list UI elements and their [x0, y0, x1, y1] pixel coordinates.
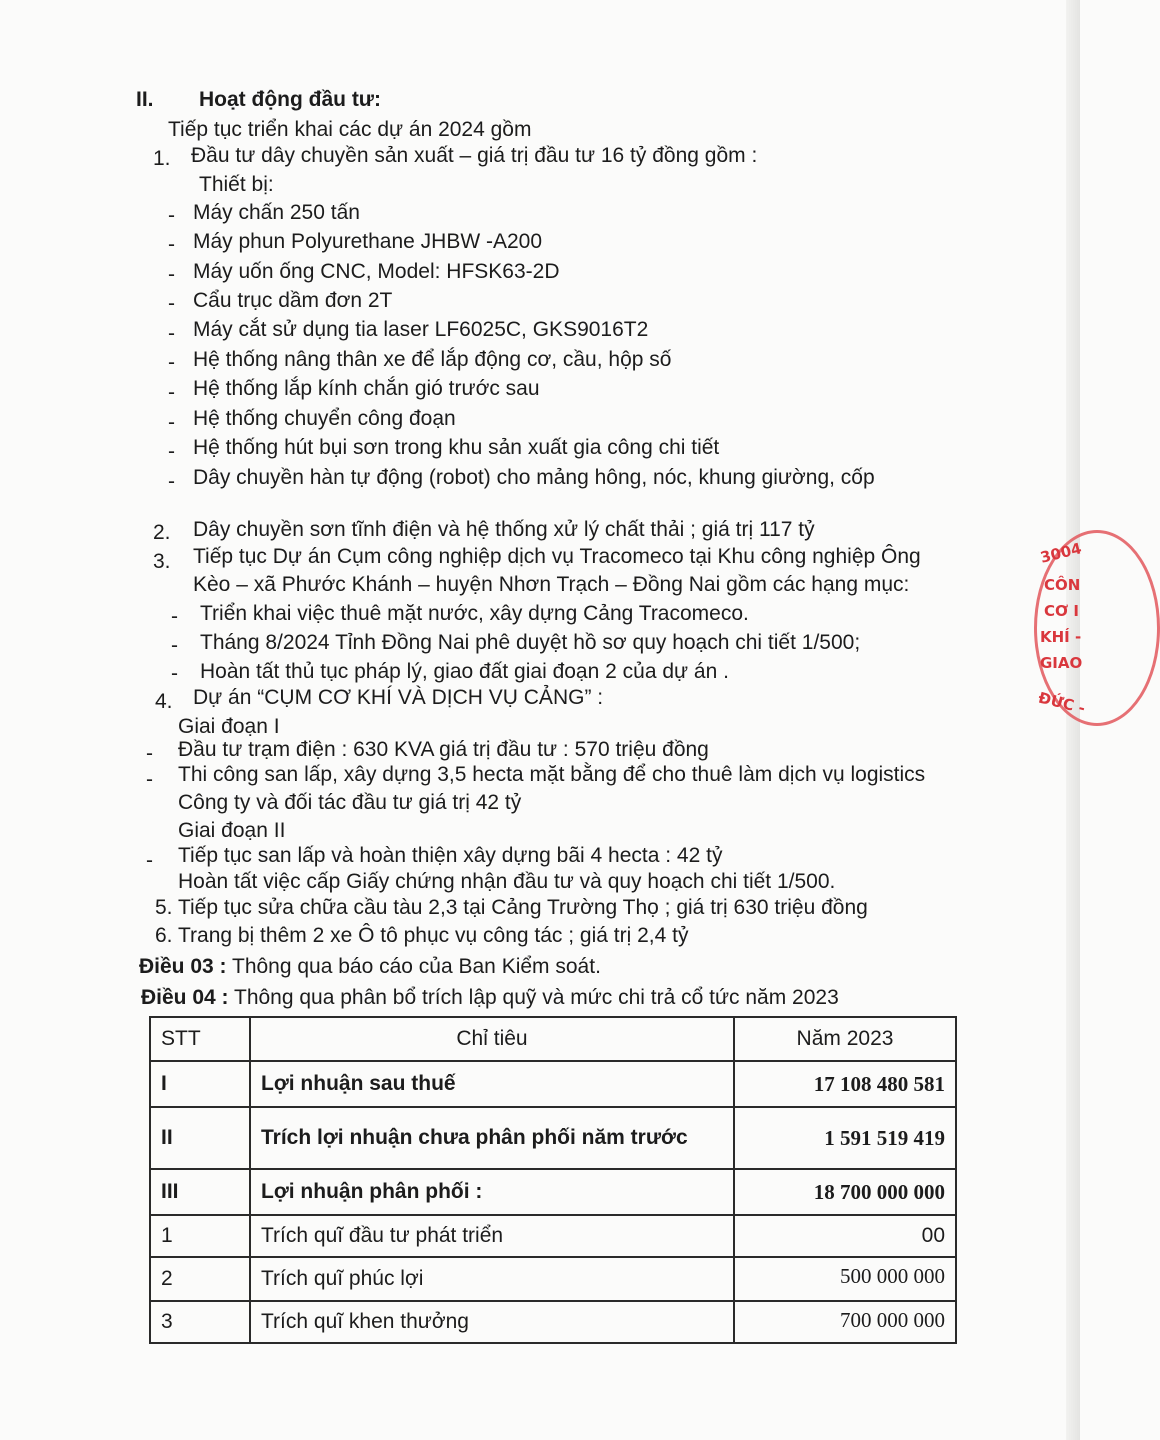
bullet-dash: - — [171, 605, 178, 628]
bullet-dash: - — [168, 351, 175, 374]
table-row — [150, 1215, 956, 1257]
table-header-row — [150, 1017, 956, 1061]
bullet-dash: - — [171, 634, 178, 657]
table-cell-label: Trích lợi nhuận chưa phân phối năm trước — [250, 1107, 734, 1169]
article-3-label: Điều 03 : — [139, 955, 227, 978]
table-cell-value: 700 000 000 — [734, 1301, 956, 1343]
item-4-text: Dự án “CỤM CƠ KHÍ VÀ DỊCH VỤ CẢNG” : — [193, 686, 604, 709]
stamp-text: CƠ I — [1044, 602, 1079, 620]
section-roman-numeral: II. — [136, 88, 154, 111]
phase-2-bullet: Tiếp tục san lấp và hoàn thiện xây dựng bãi 4 hecta : 42 tỷ — [178, 844, 723, 867]
article-3 — [139, 954, 601, 980]
equipment-label: Thiết bị: — [199, 173, 274, 196]
bullet-dash: - — [168, 233, 175, 256]
item-3-bullet: Hoàn tất thủ tục pháp lý, giao đất giai đoạn 2 của dự án . — [200, 660, 729, 683]
table-cell-stt: 3 — [150, 1301, 250, 1343]
equipment-item: Máy uốn ống CNC, Model: HFSK63-2D — [193, 260, 560, 283]
profit-distribution-table — [149, 1016, 957, 1344]
stamp-text: GIAO — [1040, 654, 1083, 672]
item-5: 5. Tiếp tục sửa chữa cầu tàu 2,3 tại Cảng Trường Thọ ; giá trị 630 triệu đồng — [155, 896, 868, 919]
item-3-line-2: Kèo – xã Phước Khánh – huyện Nhơn Trạch – Đồng Nai gồm các hạng mục: — [193, 573, 910, 596]
bullet-dash: - — [168, 204, 175, 227]
bullet-dash: - — [146, 768, 153, 791]
phase-2-bullet-continuation: Hoàn tất việc cấp Giấy chứng nhận đầu tư và quy hoạch chi tiết 1/500. — [178, 870, 836, 893]
bullet-dash: - — [168, 263, 175, 286]
item-4-number: 4. — [155, 690, 173, 713]
equipment-item: Hệ thống chuyển công đoạn — [193, 407, 456, 430]
table-header-stt: STT — [150, 1017, 250, 1061]
bullet-dash: - — [168, 470, 175, 493]
equipment-item: Máy chấn 250 tấn — [193, 201, 360, 224]
bullet-dash: - — [168, 292, 175, 315]
table-cell-label: Trích quĩ khen thưởng — [250, 1301, 734, 1343]
table-cell-value: 1 591 519 419 — [734, 1107, 956, 1169]
table-row — [150, 1257, 956, 1301]
article-4-label: Điều 04 : — [141, 986, 229, 1009]
equipment-item: Dây chuyền hàn tự động (robot) cho mảng hông, nóc, khung giường, cốp — [193, 466, 875, 489]
table-cell-value: 500 000 000 — [734, 1257, 956, 1301]
table-cell-value: 00 — [734, 1215, 956, 1257]
equipment-item: Máy cắt sử dụng tia laser LF6025C, GKS9016T2 — [193, 318, 649, 341]
equipment-item: Cẩu trục dầm đơn 2T — [193, 289, 393, 312]
item-3-number: 3. — [153, 550, 171, 573]
equipment-item: Hệ thống lắp kính chắn gió trước sau — [193, 377, 540, 400]
table-cell-label: Lợi nhuận phân phối : — [250, 1169, 734, 1215]
bullet-dash: - — [168, 411, 175, 434]
bullet-dash: - — [168, 322, 175, 345]
equipment-item: Máy phun Polyurethane JHBW -A200 — [193, 230, 543, 253]
item-6: 6. Trang bị thêm 2 xe Ô tô phục vụ công tác ; giá trị 2,4 tỷ — [155, 924, 689, 947]
section-title: Hoạt động đầu tư: — [199, 88, 382, 111]
phase-1-label: Giai đoạn I — [178, 715, 280, 738]
table-cell-stt: III — [150, 1169, 250, 1215]
phase-1-bullet-continuation: Công ty và đối tác đầu tư giá trị 42 tỷ — [178, 791, 522, 814]
stamp-text: 3004 — [1038, 539, 1084, 567]
stamp-text: CÔN — [1044, 576, 1081, 594]
bullet-dash: - — [168, 381, 175, 404]
stamp-text: KHÍ - — [1040, 628, 1082, 646]
table-row — [150, 1169, 956, 1215]
table-cell-stt: 2 — [150, 1257, 250, 1301]
item-3-line-1: Tiếp tục Dự án Cụm công nghiệp dịch vụ Tracomeco tại Khu công nghiệp Ông — [193, 545, 921, 568]
table-cell-stt: II — [150, 1107, 250, 1169]
item-2-number: 2. — [153, 521, 171, 544]
article-4-text: Thông qua phân bổ trích lập quỹ và mức chi trả cổ tức năm 2023 — [228, 986, 839, 1009]
table-cell-value: 18 700 000 000 — [734, 1169, 956, 1215]
table-row — [150, 1061, 956, 1107]
company-stamp — [1022, 530, 1112, 730]
table-header-year: Năm 2023 — [734, 1017, 956, 1061]
bullet-dash: - — [168, 440, 175, 463]
item-1-text: Đầu tư dây chuyền sản xuất – giá trị đầu tư 16 tỷ đồng gồm : — [191, 144, 758, 167]
section-intro: Tiếp tục triển khai các dự án 2024 gồm — [168, 118, 532, 141]
table-header-indicator: Chỉ tiêu — [250, 1017, 734, 1061]
table-row — [150, 1107, 956, 1169]
article-4 — [141, 985, 839, 1011]
bullet-dash: - — [146, 742, 153, 765]
equipment-item: Hệ thống hút bụi sơn trong khu sản xuất gia công chi tiết — [193, 436, 720, 459]
table-cell-label: Trích quĩ phúc lợi — [250, 1257, 734, 1301]
article-3-text: Thông qua báo cáo của Ban Kiểm soát. — [226, 955, 601, 978]
stamp-text: ĐỨC - — [1036, 688, 1088, 718]
bullet-dash: - — [146, 849, 153, 872]
item-3-bullet: Tháng 8/2024 Tỉnh Đồng Nai phê duyệt hồ sơ quy hoạch chi tiết 1/500; — [200, 631, 861, 654]
table-cell-value: 17 108 480 581 — [734, 1061, 956, 1107]
equipment-item: Hệ thống nâng thân xe để lắp động cơ, cầu, hộp số — [193, 348, 672, 371]
table-cell-stt: 1 — [150, 1215, 250, 1257]
table-cell-stt: I — [150, 1061, 250, 1107]
bullet-dash: - — [171, 662, 178, 685]
item-3-bullet: Triển khai việc thuê mặt nước, xây dựng Cảng Tracomeco. — [200, 602, 749, 625]
phase-1-bullet: Thi công san lấp, xây dựng 3,5 hecta mặt bằng để cho thuê làm dịch vụ logistics — [178, 763, 926, 786]
table-cell-label: Lợi nhuận sau thuế — [250, 1061, 734, 1107]
table-cell-label: Trích quĩ đầu tư phát triển — [250, 1215, 734, 1257]
table-row — [150, 1301, 956, 1343]
phase-2-label: Giai đoạn II — [178, 819, 286, 842]
phase-1-bullet: Đầu tư trạm điện : 630 KVA giá trị đầu tư : 570 triệu đồng — [178, 738, 709, 761]
item-2-text: Dây chuyền sơn tĩnh điện và hệ thống xử lý chất thải ; giá trị 117 tỷ — [193, 518, 815, 541]
item-1-number: 1. — [153, 147, 171, 170]
